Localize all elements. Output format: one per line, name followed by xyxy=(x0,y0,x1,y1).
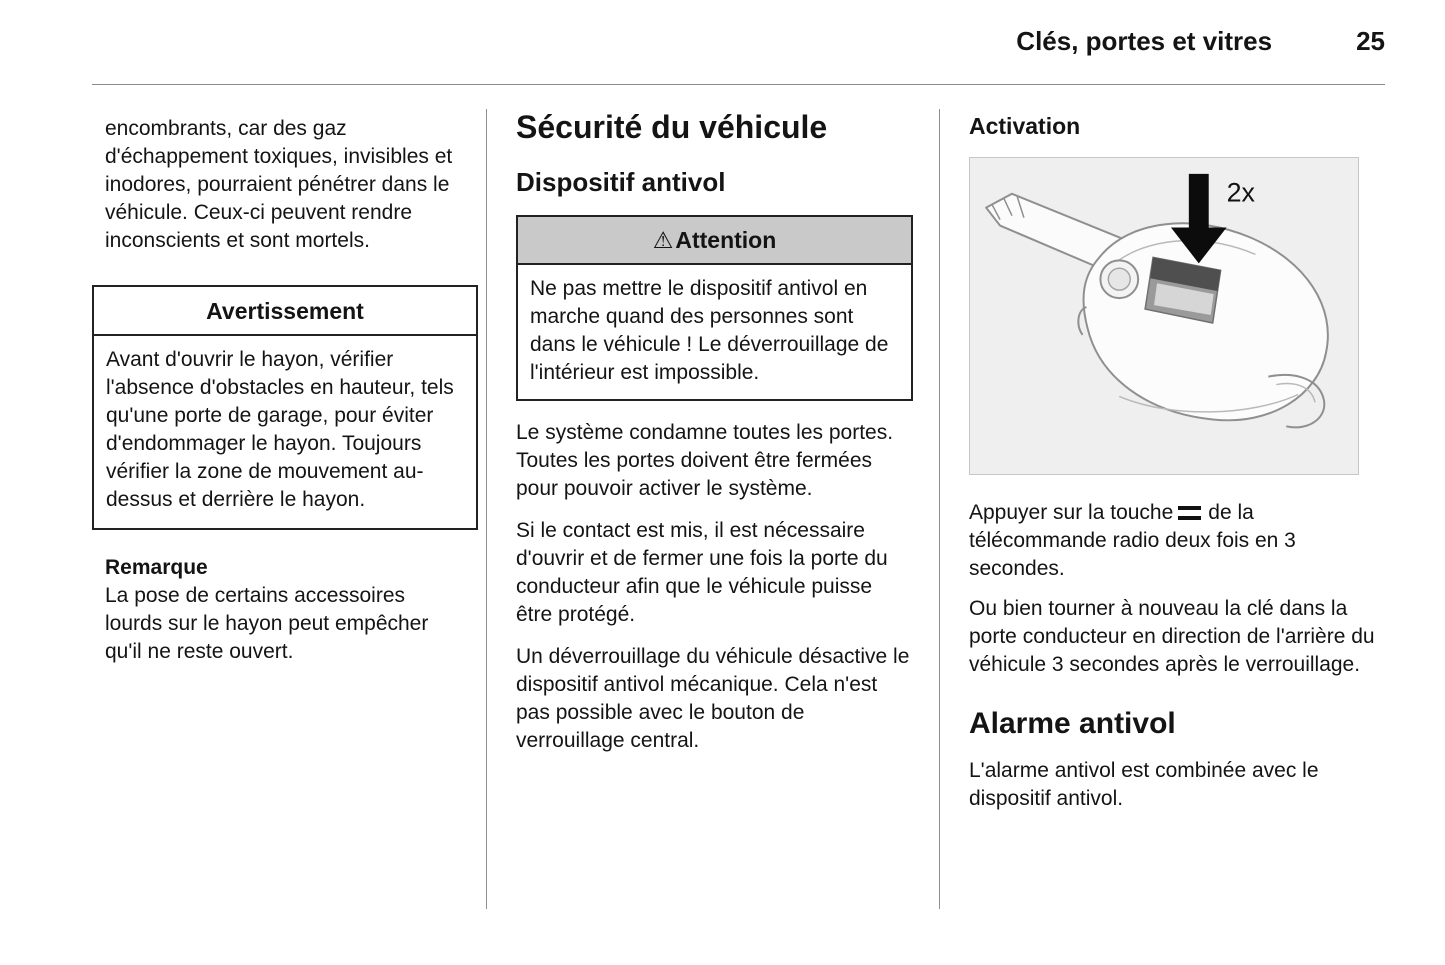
subsection-title: Dispositif antivol xyxy=(516,167,726,197)
chapter-title: Clés, portes et vitres xyxy=(1016,26,1273,56)
alternative-instruction: Ou bien tourner à nouveau la clé dans la porte conducteur en direction de l'arrière du véhicule 3 secondes après le verrouillage. xyxy=(969,597,1375,676)
column-middle xyxy=(487,85,939,919)
warning-icon: ⚠ xyxy=(652,227,674,253)
warning-box xyxy=(92,285,478,530)
body-paragraph: Un déverrouillage du véhicule désactive le dispositif antivol mécanique. Cela n'est pas possible avec le bouton de verrouillage central. xyxy=(516,645,910,752)
caution-box-title: Attention xyxy=(675,227,777,253)
page-header xyxy=(92,26,1385,56)
press-instruction xyxy=(969,499,1381,583)
caution-box xyxy=(516,215,913,401)
warning-box-title: Avertissement xyxy=(94,287,476,336)
caution-box-body: Ne pas mettre le dispositif antivol en marche quand des personnes sont dans le véhicule ! Le déverrouillage de l'intérieur est impossible. xyxy=(518,265,911,399)
page-number: 25 xyxy=(1356,26,1385,56)
key-remote-figure xyxy=(969,157,1359,475)
column-right xyxy=(940,85,1385,919)
alarm-title: Alarme antivol xyxy=(969,707,1176,740)
body-paragraph: Le système condamne toutes les portes. Toutes les portes doivent être fermées pour pouvoir activer le système. xyxy=(516,421,894,500)
note-title: Remarque xyxy=(105,556,208,579)
press-instruction-after: de la télécommande radio deux fois en 3 secondes. xyxy=(969,501,1296,580)
content-columns xyxy=(92,85,1385,919)
lock-button-icon xyxy=(1178,506,1201,520)
activation-title: Activation xyxy=(969,113,1081,139)
intro-paragraph: encombrants, car des gaz d'échappement toxiques, invisibles et inodores, pourraient pénétrer dans le véhicule. Ceux-ci peuvent rendre inconscients et sont mortels. xyxy=(105,117,453,252)
note-block xyxy=(92,554,478,666)
figure-press-count-label: 2x xyxy=(1226,177,1255,208)
warning-box-body: Avant d'ouvrir le hayon, vérifier l'absence d'obstacles en hauteur, tels qu'une porte de garage, pour éviter d'endommager le hayon. Toujours vérifier la zone de mouvement au-dessus et derrière le hayon. xyxy=(106,348,454,511)
body-paragraph: Si le contact est mis, il est nécessaire d'ouvrir et de fermer une fois la porte du conducteur afin que le véhicule puisse être protégé. xyxy=(516,519,888,626)
press-instruction-before: Appuyer sur la touche xyxy=(969,501,1174,524)
note-body: La pose de certains accessoires lourds sur le hayon peut empêcher qu'il ne reste ouvert. xyxy=(105,584,429,663)
column-left xyxy=(92,85,486,919)
alarm-body: L'alarme antivol est combinée avec le dispositif antivol. xyxy=(969,759,1319,810)
section-title: Sécurité du véhicule xyxy=(516,109,828,145)
caution-box-header xyxy=(518,217,911,265)
key-remote-illustration xyxy=(970,158,1358,474)
